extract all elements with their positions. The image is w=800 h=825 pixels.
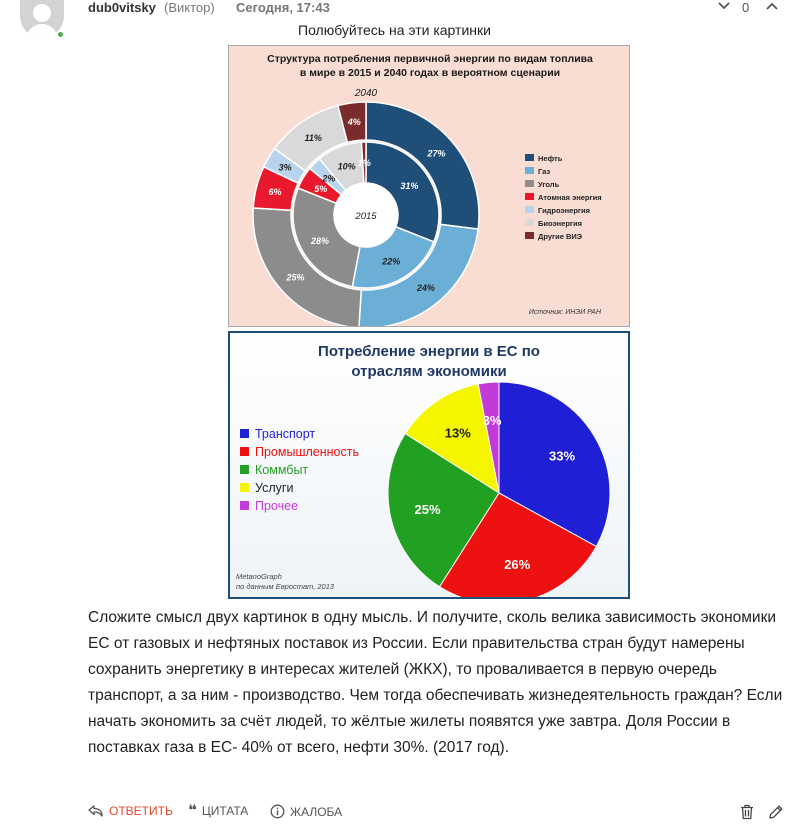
pencil-icon — [768, 804, 784, 820]
donut-legend-label-3: Атомная энергия — [538, 193, 602, 202]
vote-down-button[interactable] — [716, 0, 732, 14]
donut-chart-svg — [229, 46, 630, 327]
report-label: ЖАЛОБА — [290, 804, 343, 819]
real-name: (Виктор) — [164, 0, 215, 15]
avatar-head — [33, 4, 51, 22]
pie-legend-label-3: Услуги — [255, 481, 294, 495]
donut-legend-label-1: Газ — [538, 167, 551, 176]
quote-marks-icon: ❝ — [188, 802, 197, 819]
pie-label-2: 25% — [414, 501, 441, 517]
image-caption: Полюбуйтесь на эти картинки — [298, 22, 491, 38]
pie-legend-label-0: Транспорт — [255, 427, 316, 441]
pie-label-3: 13% — [444, 425, 471, 441]
comment-timestamp[interactable]: Сегодня, 17:43 — [236, 0, 330, 15]
username-link[interactable]: dub0vitsky — [88, 0, 156, 15]
trash-icon — [740, 804, 754, 820]
pie-legend-swatch-1 — [240, 447, 249, 456]
donut-legend-label-2: Уголь — [538, 180, 560, 189]
reply-button[interactable] — [88, 804, 173, 818]
donut-outer-label-0: 27% — [427, 148, 446, 159]
pie-legend-swatch-4 — [240, 501, 249, 510]
donut-title-line1: Структура потребления первичной энергии по видам топлива — [267, 53, 593, 65]
comment-body: Сложите смысл двух картинок в одну мысль. И получите, сколь велика зависимость экономики ЕС от газовых и нефтяных поставок из России. Если правительства стран будут намерены сохранить энергетику в интересах жителей (ЖКХ), то проваливается в первую очередь транспорт, а за ним - производство. Чем тогда обеспечивать жизнедеятельность граждан? Если начать экономить за счёт людей, то жёлтые жилеты появятся уже завтра. Доля России в поставках газа в ЕС- 40% от всего, нефти 30%. (2017 год). — [88, 609, 783, 756]
inner-ring-year-label: 2015 — [355, 211, 377, 222]
donut-inner-label-3: 5% — [314, 183, 328, 194]
donut-outer-label-1: 24% — [416, 282, 435, 293]
avatar-body — [26, 24, 58, 38]
donut-outer-label-4: 3% — [278, 162, 292, 173]
quote-label: ЦИТАТА — [201, 804, 249, 818]
donut-outer-label-6: 4% — [347, 117, 361, 128]
donut-outer-label-5: 11% — [304, 132, 322, 143]
donut-legend-swatch-6 — [525, 232, 534, 239]
chevron-down-icon — [717, 1, 731, 11]
donut-legend-label-5: Биоэнергия — [538, 219, 583, 228]
comment-actions — [88, 802, 788, 822]
delete-button[interactable] — [740, 804, 754, 820]
donut-legend-label-6: Другие ВИЭ — [538, 232, 583, 241]
reply-label: ОТВЕТИТЬ — [109, 804, 173, 818]
donut-legend-swatch-1 — [525, 167, 534, 174]
donut-legend-swatch-0 — [525, 154, 534, 161]
chart-source: Источник: ИНЭИ РАН — [528, 309, 601, 316]
eu-energy-pie-chart[interactable] — [228, 331, 630, 599]
pie-legend-swatch-0 — [240, 429, 249, 438]
quote-button[interactable] — [188, 804, 248, 818]
pie-credit-line1: MetanoGraph — [236, 572, 282, 581]
donut-legend-swatch-4 — [525, 206, 534, 213]
pie-label-0: 33% — [549, 448, 576, 464]
donut-legend-swatch-2 — [525, 180, 534, 187]
vote-count: 0 — [742, 0, 750, 15]
pie-legend-swatch-2 — [240, 465, 249, 474]
online-status-icon — [56, 30, 65, 39]
donut-legend-swatch-3 — [525, 193, 534, 200]
pie-title-line1: Потребление энергии в ЕС по — [318, 343, 540, 360]
donut-inner-label-4: 2% — [322, 173, 336, 184]
reply-arrow-icon — [88, 804, 104, 818]
donut-inner-label-0: 31% — [400, 180, 419, 191]
vote-up-button[interactable] — [764, 0, 780, 14]
pie-legend-label-2: Коммбыт — [255, 463, 309, 477]
donut-inner-label-6: 1% — [357, 158, 371, 169]
donut-title-line2: в мире в 2015 и 2040 годах в вероятном сценарии — [299, 67, 561, 79]
info-circle-icon — [270, 804, 285, 819]
pie-credit-line2: по данным Евростат, 2013 — [236, 582, 335, 591]
outer-ring-year-label: 2040 — [354, 88, 378, 99]
pie-legend-label-4: Прочее — [255, 499, 299, 513]
pie-label-1: 26% — [504, 556, 531, 572]
pie-legend-label-1: Промышленность — [255, 445, 359, 459]
donut-legend-swatch-5 — [525, 219, 534, 226]
donut-outer-label-2: 25% — [286, 272, 305, 283]
donut-legend-label-0: Нефть — [538, 154, 563, 163]
donut-inner-label-5: 10% — [337, 161, 356, 172]
donut-inner-label-2: 28% — [310, 235, 330, 246]
pie-legend-swatch-3 — [240, 483, 249, 492]
edit-button[interactable] — [768, 804, 784, 820]
donut-inner-label-1: 22% — [382, 256, 401, 267]
chevron-up-icon — [765, 1, 779, 11]
donut-outer-label-3: 6% — [268, 187, 282, 198]
donut-legend-label-4: Гидроэнергия — [538, 206, 591, 215]
report-button[interactable] — [270, 804, 342, 819]
energy-structure-chart[interactable] — [228, 45, 630, 327]
pie-label-4: 3% — [482, 413, 502, 429]
pie-chart-svg — [230, 333, 628, 597]
pie-title-line2: отраслям экономики — [351, 363, 507, 380]
